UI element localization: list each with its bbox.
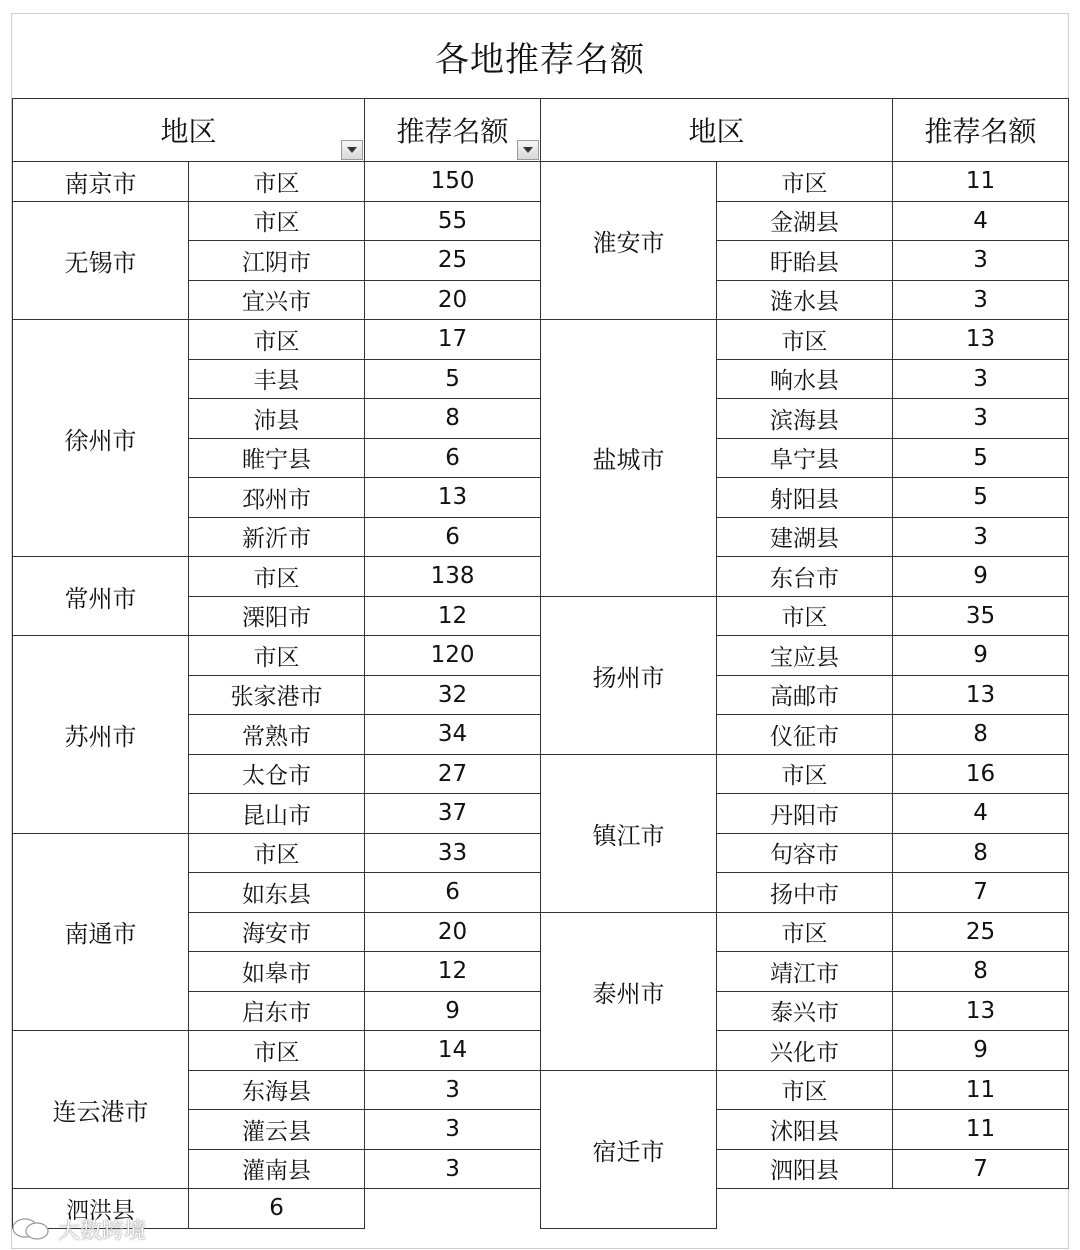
right-city-cell: 泰州市	[541, 912, 717, 1070]
left-city-cell: 南通市	[13, 833, 189, 1031]
left-quota-cell: 25	[365, 241, 541, 281]
left-district-cell: 灌云县	[189, 1110, 365, 1150]
left-quota-cell: 3	[365, 1110, 541, 1150]
right-quota-cell: 35	[893, 596, 1069, 636]
right-district-cell: 兴化市	[717, 1031, 893, 1071]
left-quota-cell: 3	[365, 1070, 541, 1110]
left-district-cell: 灌南县	[189, 1149, 365, 1189]
left-quota-cell: 13	[365, 478, 541, 518]
wechat-icon	[10, 1217, 52, 1241]
left-district-cell: 江阴市	[189, 241, 365, 281]
left-district-cell: 昆山市	[189, 794, 365, 834]
right-district-cell: 市区	[717, 162, 893, 202]
right-district-cell: 东台市	[717, 557, 893, 597]
right-quota-cell: 5	[893, 478, 1069, 518]
left-district-cell: 张家港市	[189, 675, 365, 715]
watermark	[10, 1214, 146, 1244]
chevron-down-icon	[523, 147, 533, 153]
right-quota-cell: 7	[893, 1149, 1069, 1189]
left-quota-cell: 14	[365, 1031, 541, 1071]
header-left-quota-label: 推荐名额	[396, 115, 509, 148]
right-district-cell: 仪征市	[717, 715, 893, 755]
right-city-cell: 宿迁市	[541, 1070, 717, 1228]
header-right-region	[541, 99, 893, 162]
left-district-cell: 常熟市	[189, 715, 365, 755]
left-district-cell: 如东县	[189, 873, 365, 913]
right-district-cell: 泗阳县	[717, 1149, 893, 1189]
right-district-cell: 句容市	[717, 833, 893, 873]
left-quota-cell: 138	[365, 557, 541, 597]
right-quota-cell: 9	[893, 1031, 1069, 1071]
left-quota-cell: 33	[365, 833, 541, 873]
left-city-cell: 南京市	[13, 162, 189, 202]
left-district-cell: 新沂市	[189, 517, 365, 557]
watermark-text: 大数跨境	[58, 1218, 147, 1244]
left-quota-cell: 27	[365, 754, 541, 794]
left-quota-cell: 12	[365, 952, 541, 992]
left-quota-cell: 5	[365, 359, 541, 399]
right-quota-cell: 3	[893, 517, 1069, 557]
right-quota-cell: 3	[893, 241, 1069, 281]
left-quota-cell: 6	[365, 438, 541, 478]
left-city-cell: 徐州市	[13, 320, 189, 557]
right-district-cell: 市区	[717, 912, 893, 952]
left-quota-cell: 20	[365, 280, 541, 320]
right-quota-cell: 3	[893, 359, 1069, 399]
left-quota-cell: 3	[365, 1149, 541, 1189]
left-district-cell: 市区	[189, 201, 365, 241]
left-district-cell: 丰县	[189, 359, 365, 399]
right-district-cell: 泰兴市	[717, 991, 893, 1031]
filter-dropdown-button[interactable]	[517, 140, 539, 160]
right-quota-cell: 11	[893, 1070, 1069, 1110]
filter-dropdown-button[interactable]	[341, 140, 363, 160]
left-quota-cell: 17	[365, 320, 541, 360]
right-quota-cell: 9	[893, 557, 1069, 597]
right-district-cell: 射阳县	[717, 478, 893, 518]
header-left-quota	[365, 99, 541, 162]
left-quota-cell: 34	[365, 715, 541, 755]
left-district-cell: 如皋市	[189, 952, 365, 992]
left-district-cell: 海安市	[189, 912, 365, 952]
left-district-cell: 市区	[189, 636, 365, 676]
right-district-cell: 涟水县	[717, 280, 893, 320]
right-quota-cell: 11	[893, 162, 1069, 202]
left-quota-cell: 9	[365, 991, 541, 1031]
right-district-cell: 市区	[717, 596, 893, 636]
right-district-cell: 高邮市	[717, 675, 893, 715]
right-quota-cell: 8	[893, 833, 1069, 873]
right-city-cell: 盐城市	[541, 320, 717, 597]
right-district-cell: 沭阳县	[717, 1110, 893, 1150]
left-quota-cell: 37	[365, 794, 541, 834]
right-district-cell: 建湖县	[717, 517, 893, 557]
left-district-cell: 睢宁县	[189, 438, 365, 478]
table-row	[13, 320, 1069, 360]
page-title: 各地推荐名额	[435, 39, 645, 80]
quota-table	[12, 98, 1069, 1229]
chevron-down-icon	[347, 147, 357, 153]
left-city-cell: 苏州市	[13, 636, 189, 834]
left-quota-cell: 120	[365, 636, 541, 676]
header-right-quota	[893, 99, 1069, 162]
left-district-cell: 太仓市	[189, 754, 365, 794]
left-district-cell: 沛县	[189, 399, 365, 439]
right-district-cell: 响水县	[717, 359, 893, 399]
right-district-cell: 滨海县	[717, 399, 893, 439]
left-district-cell: 东海县	[189, 1070, 365, 1110]
right-quota-cell: 5	[893, 438, 1069, 478]
header-right-quota-label: 推荐名额	[924, 115, 1037, 148]
left-quota-cell: 6	[365, 873, 541, 913]
right-quota-cell: 13	[893, 320, 1069, 360]
right-district-cell: 丹阳市	[717, 794, 893, 834]
right-district-cell: 靖江市	[717, 952, 893, 992]
right-quota-cell: 11	[893, 1110, 1069, 1150]
left-district-cell: 宜兴市	[189, 280, 365, 320]
header-right-region-label: 地区	[688, 115, 745, 148]
right-quota-cell: 3	[893, 280, 1069, 320]
right-quota-cell: 7	[893, 873, 1069, 913]
right-district-cell: 市区	[717, 754, 893, 794]
right-quota-cell: 3	[893, 399, 1069, 439]
right-quota-cell: 6	[189, 1189, 365, 1229]
right-district-cell: 宝应县	[717, 636, 893, 676]
table-row	[13, 162, 1069, 202]
header-left-region	[13, 99, 365, 162]
left-quota-cell: 20	[365, 912, 541, 952]
left-quota-cell: 32	[365, 675, 541, 715]
right-district-cell: 金湖县	[717, 201, 893, 241]
left-quota-cell: 12	[365, 596, 541, 636]
right-city-cell: 淮安市	[541, 162, 717, 320]
left-district-cell: 启东市	[189, 991, 365, 1031]
left-city-cell: 连云港市	[13, 1031, 189, 1189]
right-district-cell: 盱眙县	[717, 241, 893, 281]
left-district-cell: 市区	[189, 833, 365, 873]
left-quota-cell: 8	[365, 399, 541, 439]
right-quota-cell: 25	[893, 912, 1069, 952]
left-city-cell: 无锡市	[13, 201, 189, 320]
right-district-cell: 泗洪县	[13, 1189, 189, 1229]
left-district-cell: 市区	[189, 162, 365, 202]
right-quota-cell: 13	[893, 675, 1069, 715]
right-quota-cell: 4	[893, 794, 1069, 834]
right-city-cell: 镇江市	[541, 754, 717, 912]
left-district-cell: 邳州市	[189, 478, 365, 518]
header-row	[13, 99, 1069, 162]
left-district-cell: 市区	[189, 557, 365, 597]
right-district-cell: 市区	[717, 1070, 893, 1110]
right-quota-cell: 16	[893, 754, 1069, 794]
right-quota-cell: 13	[893, 991, 1069, 1031]
right-quota-cell: 4	[893, 201, 1069, 241]
right-city-cell: 扬州市	[541, 596, 717, 754]
left-district-cell: 溧阳市	[189, 596, 365, 636]
header-left-region-label: 地区	[160, 115, 217, 148]
right-quota-cell: 8	[893, 715, 1069, 755]
left-district-cell: 市区	[189, 1031, 365, 1071]
right-district-cell: 阜宁县	[717, 438, 893, 478]
left-quota-cell: 150	[365, 162, 541, 202]
right-quota-cell: 9	[893, 636, 1069, 676]
right-district-cell: 市区	[717, 320, 893, 360]
left-quota-cell: 6	[365, 517, 541, 557]
left-district-cell: 市区	[189, 320, 365, 360]
right-quota-cell: 8	[893, 952, 1069, 992]
right-district-cell: 扬中市	[717, 873, 893, 913]
left-quota-cell: 55	[365, 201, 541, 241]
left-city-cell: 常州市	[13, 557, 189, 636]
